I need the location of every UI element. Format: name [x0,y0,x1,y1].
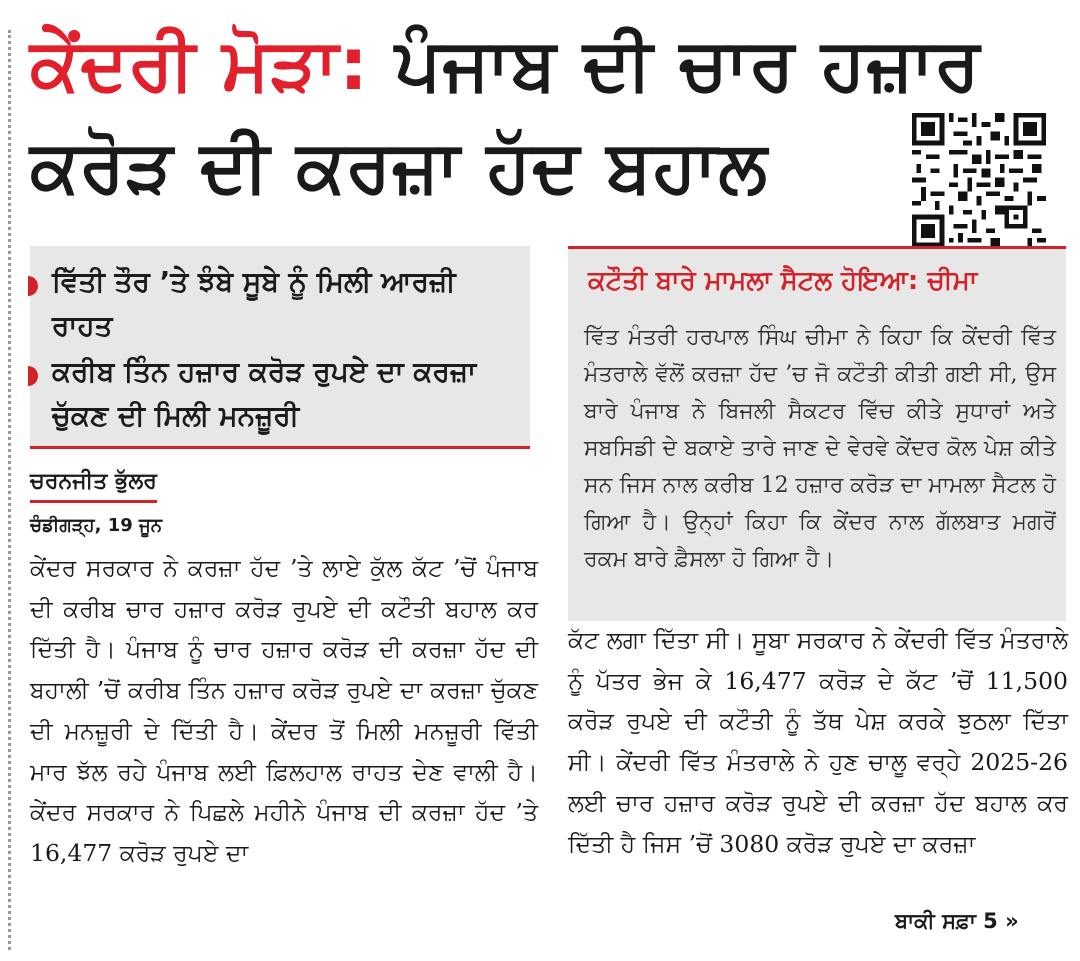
highlight-item [30,350,525,438]
qr-code-icon[interactable] [912,113,1046,247]
headline-line-1 [30,20,981,108]
sidebar-box [568,246,1066,621]
headline-line-2: ਕਰੋੜ ਦੀ ਕਰਜ਼ਾ ਹੱਦ ਬਹਾਲ [30,124,768,208]
highlight-text: ਕਰੀਬ ਤਿੰਨ ਹਜ਼ਾਰ ਕਰੋੜ ਰੁਪਏ ਦਾ ਕਰਜ਼ਾ ਚੁੱਕਣ ਦੀ ਮਿਲੀ ਮਨਜ਼ੂਰੀ [52,355,477,432]
highlight-text: ਵਿੱਤੀ ਤੌਰ ’ਤੇ ਝੰਬੇ ਸੂਬੇ ਨੂੰ ਮਿਲੀ ਆਰਜ਼ੀ ਰਾਹਤ [52,265,456,342]
continued-on-page-link[interactable]: ਬਾਕੀ ਸਫ਼ਾ 5 » [895,909,1019,933]
article-column-2: ਕੱਟ ਲਗਾ ਦਿੱਤਾ ਸੀ। ਸੂਬਾ ਸਰਕਾਰ ਨੇ ਕੇਂਦਰੀ ਵਿੱਤ ਮੰਤਰਾਲੇ ਨੂੰ ਪੱਤਰ ਭੇਜ ਕੇ 16,477 ਕਰੋੜ ਦੇ ਕੱਟ ’ਚੋਂ 11,500 ਕਰੋੜ ਰੁਪਏ ਦੀ ਕਟੌਤੀ ਨੂੰ ਤੱਥ ਪੇਸ਼ ਕਰਕੇ ਝੁਠਲਾ ਦਿੱਤਾ ਸੀ। ਕੇਂਦਰੀ ਵਿੱਤ ਮੰਤਰਾਲੇ ਨੇ ਹੁਣ ਚਾਲੂ ਵਰ੍ਹੇ 2025-26 ਲਈ ਚਾਰ ਹਜ਼ਾਰ ਕਰੋੜ ਰੁਪਏ ਦੀ ਕਰਜ਼ਾ ਹੱਦ ਬਹਾਲ ਕਰ ਦਿੱਤੀ ਹੈ ਜਿਸ ’ਚੋਂ 3080 ਕਰੋੜ ਰੁਪਏ ਦਾ ਕਰਜ਼ਾ [568,626,1068,858]
headline-kicker: ਕੇਂਦਰੀ ਮੋੜਾ: [30,22,369,106]
highlights-box [30,246,530,449]
highlight-item [30,260,525,348]
sidebar-title: ਕਟੌਤੀ ਬਾਰੇ ਮਾਮਲਾ ਸੈਟਲ ਹੋਇਆ: ਚੀਮਾ [588,266,978,296]
column-rule-dotted [8,30,11,950]
byline: ਚਰਨਜੀਤ ਭੁੱਲਰ [30,468,157,503]
headline-line-1-text: ਪੰਜਾਬ ਦੀ ਚਾਰ ਹਜ਼ਾਰ [395,22,981,106]
dateline: ਚੰਡੀਗੜ੍ਹ, 19 ਜੂਨ [30,515,163,536]
article-column-1: ਕੇਂਦਰ ਸਰਕਾਰ ਨੇ ਕਰਜ਼ਾ ਹੱਦ ’ਤੇ ਲਾਏ ਕੁੱਲ ਕੱਟ ’ਚੋਂ ਪੰਜਾਬ ਦੀ ਕਰੀਬ ਚਾਰ ਹਜ਼ਾਰ ਕਰੋੜ ਰੁਪਏ ਦੀ ਕਟੌਤੀ ਬਹਾਲ ਕਰ ਦਿੱਤੀ ਹੈ। ਪੰਜਾਬ ਨੂੰ ਚਾਰ ਹਜ਼ਾਰ ਕਰੋੜ ਦੀ ਕਰਜ਼ਾ ਹੱਦ ਦੀ ਬਹਾਲੀ ’ਚੋਂ ਕਰੀਬ ਤਿੰਨ ਹਜ਼ਾਰ ਕਰੋੜ ਰੁਪਏ ਦਾ ਕਰਜ਼ਾ ਚੁੱਕਣ ਦੀ ਮਨਜ਼ੂਰੀ ਦੇ ਦਿੱਤੀ ਹੈ। ਕੇਂਦਰ ਤੋਂ ਮਿਲੀ ਮਨਜ਼ੂਰੀ ਵਿੱਤੀ ਮਾਰ ਝੱਲ ਰਹੇ ਪੰਜਾਬ ਲਈ ਫ਼ਿਲਹਾਲ ਰਾਹਤ ਦੇਣ ਵਾਲੀ ਹੈ। ਕੇਂਦਰ ਸਰਕਾਰ ਨੇ ਪਿਛਲੇ ਮਹੀਨੇ ਪੰਜਾਬ ਦੀ ਕਰਜ਼ਾ ਹੱਦ ’ਤੇ 16,477 ਕਰੋੜ ਰੁਪਏ ਦਾ [30,554,538,867]
sidebar-body: ਵਿੱਤ ਮੰਤਰੀ ਹਰਪਾਲ ਸਿੰਘ ਚੀਮਾ ਨੇ ਕਿਹਾ ਕਿ ਕੇਂਦਰੀ ਵਿੱਤ ਮੰਤਰਾਲੇ ਵੱਲੋਂ ਕਰਜ਼ਾ ਹੱਦ ’ਚ ਜੋ ਕਟੌਤੀ ਕੀਤੀ ਗਈ ਸੀ, ਉਸ ਬਾਰੇ ਪੰਜਾਬ ਨੇ ਬਿਜਲੀ ਸੈਕਟਰ ਵਿੱਚ ਕੀਤੇ ਸੁਧਾਰਾਂ ਅਤੇ ਸਬਸਿਡੀ ਦੇ ਬਕਾਏ ਤਾਰੇ ਜਾਣ ਦੇ ਵੇਰਵੇ ਕੇਂਦਰ ਕੋਲ ਪੇਸ਼ ਕੀਤੇ ਸਨ ਜਿਸ ਨਾਲ ਕਰੀਬ 12 ਹਜ਼ਾਰ ਕਰੋੜ ਦਾ ਮਾਮਲਾ ਸੈਟਲ ਹੋ ਗਿਆ ਹੈ। ਉਨ੍ਹਾਂ ਕਿਹਾ ਕਿ ਕੇਂਦਰ ਨਾਲ ਗੱਲਬਾਤ ਮਗਰੋਂ ਰਕਮ ਬਾਰੇ ਫ਼ੈਸਲਾ ਹੋ ਗਿਆ ਹੈ। [584,325,1056,572]
